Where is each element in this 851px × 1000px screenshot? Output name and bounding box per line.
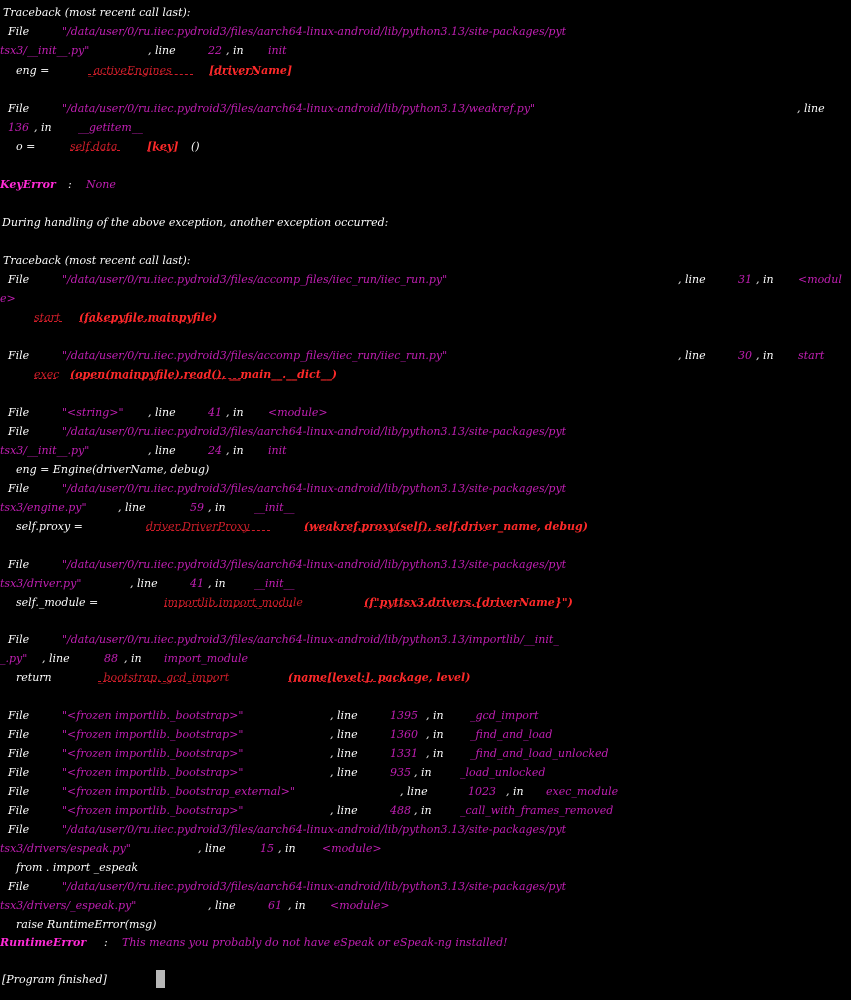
code-highlight: self.data [70, 140, 118, 153]
code-highlight: driver.DriverProxy [146, 520, 250, 533]
file-path: "/data/user/0/ru.iiec.pydroid3/files/aarch64-linux-android/lib/python3.13/site-packages/pyt [62, 558, 567, 571]
line-keyword: , line [42, 652, 70, 665]
code-caret-segment: [key] [147, 140, 179, 153]
line-number: 59 [190, 501, 204, 514]
file-keyword: File [8, 880, 30, 893]
trace-frame [0, 763, 851, 782]
code-line [0, 593, 851, 612]
tilde-marker [98, 681, 216, 682]
file-keyword: File [8, 633, 30, 646]
code-caret-segment: (weakref.proxy(self), self.driver_name, debug) [304, 520, 588, 533]
trace-frame-cont [0, 498, 851, 517]
file-path: "/data/user/0/ru.iiec.pydroid3/files/accomp_files/iiec_run/iiec_run.py" [62, 273, 448, 286]
line-number: 1023 [468, 785, 496, 798]
caret-marker [79, 321, 185, 322]
code-line [0, 61, 851, 80]
line-keyword: , line [118, 501, 146, 514]
line-keyword: , line [797, 102, 825, 115]
trace-frame-cont [0, 649, 851, 668]
trace-frame [0, 403, 851, 422]
line-keyword: , line [330, 728, 358, 741]
file-path: "/data/user/0/ru.iiec.pydroid3/files/accomp_files/iiec_run/iiec_run.py" [62, 349, 448, 362]
code-text: raise RuntimeError(msg) [16, 918, 157, 931]
tilde-marker [34, 378, 56, 379]
traceback-header-text: Traceback (most recent call last): [3, 254, 191, 267]
caret-marker [70, 378, 246, 379]
line-keyword: , line [330, 747, 358, 760]
code-line [0, 365, 851, 384]
file-path: "/data/user/0/ru.iiec.pydroid3/files/aarch64-linux-android/lib/python3.13/weakref.py" [62, 102, 536, 115]
function-name: <module> [330, 899, 390, 912]
file-path: "/data/user/0/ru.iiec.pydroid3/files/aarch64-linux-android/lib/python3.13/site-packages/pyt [62, 880, 567, 893]
trace-frame [0, 99, 851, 118]
function-name: <module> [268, 406, 328, 419]
line-keyword: , line [678, 349, 706, 362]
text-cursor[interactable] [156, 970, 165, 988]
trace-frame [0, 555, 851, 574]
trace-frame-cont [0, 896, 851, 915]
function-name: <module> [322, 842, 382, 855]
in-keyword: , in [426, 728, 444, 741]
file-keyword: File [8, 558, 30, 571]
line-keyword: , line [330, 709, 358, 722]
file-path: "<frozen importlib._bootstrap>" [62, 804, 244, 817]
code-highlight: start [34, 311, 61, 324]
in-keyword: , in [756, 273, 774, 286]
code-text: o = [16, 140, 36, 153]
function-name: __init__ [254, 501, 295, 514]
trace-frame [0, 801, 851, 820]
caret-marker [147, 150, 167, 151]
code-line [0, 517, 851, 536]
trace-frame [0, 22, 851, 41]
trace-frame-cont [0, 289, 851, 308]
code-caret-segment: (fakepyfile,mainpyfile) [79, 311, 218, 324]
trace-frame [0, 725, 851, 744]
code-line [0, 460, 851, 479]
code-caret-segment: [driverName] [209, 64, 293, 77]
tilde-marker [70, 150, 120, 151]
code-highlight: _bootstrap._gcd_import [98, 671, 230, 684]
function-name: _find_and_load [470, 728, 553, 741]
trace-frame [0, 270, 851, 289]
file-path: "<frozen importlib._bootstrap_external>" [62, 785, 295, 798]
line-number: 88 [104, 652, 118, 665]
line-number: 61 [268, 899, 282, 912]
function-name: _call_with_frames_removed [460, 804, 614, 817]
file-path-cont: tsx3/__init__.py" [0, 44, 90, 57]
function-name: _find_and_load_unlocked [470, 747, 609, 760]
in-keyword: , in [226, 444, 244, 457]
function-name: init [268, 444, 287, 457]
function-name: <modul [798, 273, 842, 286]
line-keyword: , line [400, 785, 428, 798]
file-keyword: File [8, 482, 30, 495]
code-line [0, 308, 851, 327]
line-number: 30 [738, 349, 752, 362]
trace-frame [0, 744, 851, 763]
trace-frame-cont [0, 574, 851, 593]
error-message: This means you probably do not have eSpeak or eSpeak-ng installed! [122, 936, 508, 949]
file-keyword: File [8, 747, 30, 760]
file-keyword: File [8, 406, 30, 419]
code-highlight: _activeEngines [88, 64, 172, 77]
file-keyword: File [8, 102, 30, 115]
file-keyword: File [8, 25, 30, 38]
traceback-header-text: Traceback (most recent call last): [3, 6, 191, 19]
tilde-marker [146, 530, 270, 531]
line-number: 935 [390, 766, 411, 779]
file-path: "/data/user/0/ru.iiec.pydroid3/files/aarch64-linux-android/lib/python3.13/importlib/__init_ [62, 633, 559, 646]
function-name: init [268, 44, 287, 57]
line-number: 1360 [390, 728, 418, 741]
line-keyword: , line [148, 44, 176, 57]
function-name: start [798, 349, 825, 362]
file-keyword: File [8, 766, 30, 779]
file-path-cont: tsx3/drivers/_espeak.py" [0, 899, 137, 912]
tilde-marker [34, 321, 62, 322]
code-text: return [16, 671, 52, 684]
program-status-line [0, 970, 851, 989]
line-keyword: , line [330, 804, 358, 817]
line-keyword: , line [148, 406, 176, 419]
line-number: 136 [8, 121, 29, 134]
line-number: 488 [390, 804, 411, 817]
in-keyword: , in [278, 842, 296, 855]
chain-note-text: During handling of the above exception, another exception occurred: [2, 216, 389, 229]
in-keyword: , in [288, 899, 306, 912]
file-path: "<frozen importlib._bootstrap>" [62, 747, 244, 760]
tilde-marker [88, 74, 193, 75]
line-number: 22 [208, 44, 222, 57]
file-path: "/data/user/0/ru.iiec.pydroid3/files/aarch64-linux-android/lib/python3.13/site-packages/pyt [62, 25, 567, 38]
trace-frame [0, 630, 851, 649]
code-caret-segment: (f"pyttsx3.drivers.{driverName}") [364, 596, 573, 609]
code-text: eng = Engine(driverName, debug) [16, 463, 210, 476]
file-keyword: File [8, 349, 30, 362]
trace-frame [0, 346, 851, 365]
caret-marker [209, 74, 257, 75]
line-number: 41 [208, 406, 222, 419]
line-number: 41 [190, 577, 204, 590]
trace-frame-cont [0, 441, 851, 460]
code-caret-segment: (name[level:], package, level) [288, 671, 471, 684]
caret-marker [304, 530, 486, 531]
caret-marker [288, 681, 406, 682]
error-name: KeyError [0, 178, 56, 191]
file-path: "/data/user/0/ru.iiec.pydroid3/files/aarch64-linux-android/lib/python3.13/site-packages/pyt [62, 823, 567, 836]
program-finished-text: [Program finished] [2, 973, 107, 986]
line-keyword: , line [330, 766, 358, 779]
file-path: "<string>" [62, 406, 124, 419]
code-text: from . import _espeak [16, 861, 139, 874]
file-keyword: File [8, 728, 30, 741]
in-keyword: , in [208, 501, 226, 514]
file-keyword: File [8, 425, 30, 438]
file-path-cont: tsx3/__init__.py" [0, 444, 90, 457]
code-line [0, 668, 851, 687]
function-name: __getitem__ [78, 121, 143, 134]
function-name: _gcd_import [470, 709, 539, 722]
in-keyword: , in [426, 747, 444, 760]
function-name: import_module [164, 652, 248, 665]
trace-frame [0, 422, 851, 441]
exception-chain-note [0, 213, 851, 232]
file-path: "<frozen importlib._bootstrap>" [62, 766, 244, 779]
trace-frame [0, 479, 851, 498]
traceback-header [0, 251, 851, 270]
trace-frame-cont [0, 839, 851, 858]
code-highlight: exec [34, 368, 60, 381]
line-number: 31 [738, 273, 752, 286]
file-path: "<frozen importlib._bootstrap>" [62, 728, 244, 741]
file-keyword: File [8, 273, 30, 286]
file-keyword: File [8, 709, 30, 722]
trace-frame [0, 877, 851, 896]
in-keyword: , in [124, 652, 142, 665]
code-caret-segment: (open(mainpyfile).read(), __main__.__dict__) [70, 368, 337, 381]
code-line [0, 858, 851, 877]
error-line [0, 933, 851, 952]
code-line [0, 137, 851, 156]
file-path-cont: tsx3/drivers/espeak.py" [0, 842, 131, 855]
file-path: "/data/user/0/ru.iiec.pydroid3/files/aarch64-linux-android/lib/python3.13/site-packages/pyt [62, 482, 567, 495]
code-text: self._module = [16, 596, 99, 609]
line-number: 1331 [390, 747, 418, 760]
file-path: "<frozen importlib._bootstrap>" [62, 709, 244, 722]
in-keyword: , in [414, 804, 432, 817]
trace-frame-cont [0, 118, 851, 137]
line-keyword: , line [148, 444, 176, 457]
function-name: __init__ [254, 577, 295, 590]
in-keyword: , in [226, 406, 244, 419]
line-keyword: , line [130, 577, 158, 590]
function-name: exec_module [546, 785, 619, 798]
file-keyword: File [8, 804, 30, 817]
error-message: None [86, 178, 116, 191]
line-keyword: , line [198, 842, 226, 855]
trace-frame-cont [0, 41, 851, 60]
trace-frame [0, 820, 851, 839]
code-text: () [191, 140, 200, 153]
function-name-cont: e> [0, 292, 16, 305]
file-path-cont: tsx3/driver.py" [0, 577, 82, 590]
file-keyword: File [8, 823, 30, 836]
code-text: eng = [16, 64, 50, 77]
in-keyword: , in [34, 121, 52, 134]
line-keyword: , line [678, 273, 706, 286]
in-keyword: , in [226, 44, 244, 57]
trace-frame [0, 706, 851, 725]
error-separator: : [68, 178, 72, 191]
in-keyword: , in [506, 785, 524, 798]
in-keyword: , in [426, 709, 444, 722]
traceback-header [0, 3, 851, 22]
line-number: 24 [208, 444, 222, 457]
file-path-cont: _.py" [0, 652, 28, 665]
in-keyword: , in [414, 766, 432, 779]
code-line [0, 915, 851, 934]
line-number: 15 [260, 842, 274, 855]
caret-marker [364, 606, 516, 607]
file-path: "/data/user/0/ru.iiec.pydroid3/files/aarch64-linux-android/lib/python3.13/site-packages/pyt [62, 425, 567, 438]
tilde-marker [164, 606, 292, 607]
in-keyword: , in [756, 349, 774, 362]
line-keyword: , line [208, 899, 236, 912]
error-name: RuntimeError [0, 936, 87, 949]
error-line [0, 175, 851, 194]
file-path-cont: tsx3/engine.py" [0, 501, 87, 514]
code-text: self.proxy = [16, 520, 83, 533]
in-keyword: , in [208, 577, 226, 590]
file-keyword: File [8, 785, 30, 798]
line-number: 1395 [390, 709, 418, 722]
error-separator: : [104, 936, 108, 949]
trace-frame [0, 782, 851, 801]
code-highlight: importlib.import_module [164, 596, 303, 609]
function-name: _load_unlocked [460, 766, 546, 779]
